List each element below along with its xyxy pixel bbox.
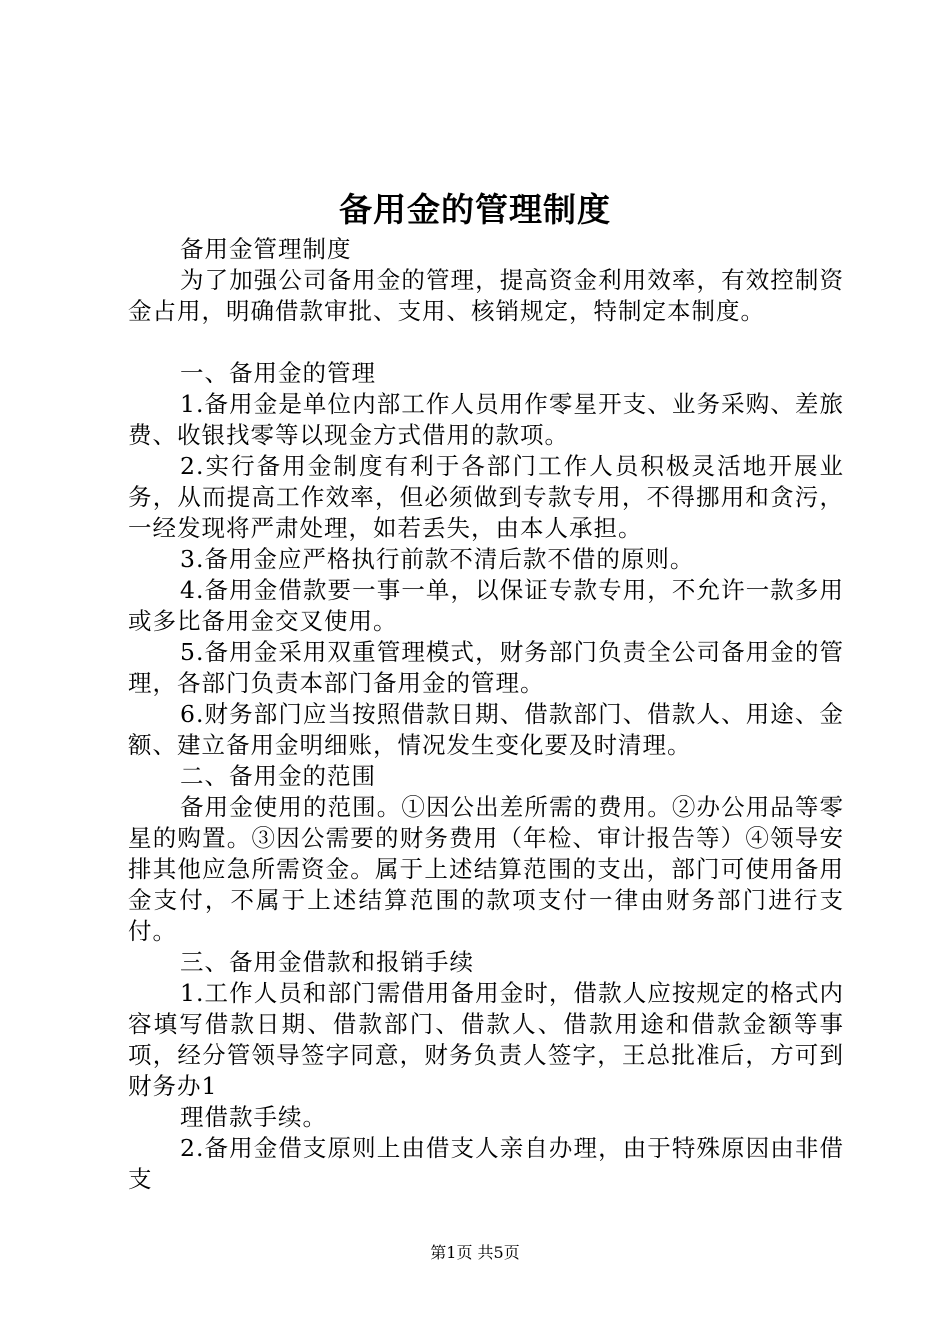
paragraph-spacer bbox=[128, 327, 844, 358]
paragraph-3-1-cont: 理借款手续。 bbox=[180, 1103, 327, 1131]
section-heading-3: 三、备用金借款和报销手续 bbox=[180, 948, 474, 976]
paragraph-intro: 为了加强公司备用金的管理，提高资金利用效率，有效控制资金占用，明确借款审批、支用、核销规定，特制定本制度。 bbox=[128, 266, 844, 325]
paragraph-1-1: 1.备用金是单位内部工作人员用作零星开支、业务采购、差旅费、收银找零等以现金方式借用的款项。 bbox=[128, 390, 844, 449]
paragraph-3-1: 1.工作人员和部门需借用备用金时，借款人应按规定的格式内容填写借款日期、借款部门、借款人、借款用途和借款金额等事项，经分管领导签字同意，财务负责人签字，王总批准后，方可到财务办1 bbox=[128, 979, 844, 1100]
paragraph-heading: 备用金管理制度 bbox=[180, 235, 352, 263]
paragraph-1-4: 4.备用金借款要一事一单，以保证专款专用，不允许一款多用或多比备用金交叉使用。 bbox=[128, 576, 844, 635]
page-footer: 第1页 共5页 bbox=[430, 1243, 520, 1262]
paragraph-1-2: 2.实行备用金制度有利于各部门工作人员积极灵活地开展业务，从而提高工作效率，但必须做到专款专用，不得挪用和贪污，一经发现将严肃处理，如若丢失，由本人承担。 bbox=[128, 452, 844, 542]
paragraph-1-5: 5.备用金采用双重管理模式，财务部门负责全公司备用金的管理，各部门负责本部门备用金的管理。 bbox=[128, 638, 844, 697]
paragraph-1-6: 6.财务部门应当按照借款日期、借款部门、借款人、用途、金额、建立备用金明细账，情况发生变化要及时清理。 bbox=[128, 700, 844, 759]
document-title: 备用金的管理制度 bbox=[339, 190, 611, 229]
paragraph-2-1: 备用金使用的范围。①因公出差所需的费用。②办公用品等零星的购置。③因公需要的财务费用（年检、审计报告等）④领导安排其他应急所需资金。属于上述结算范围的支出，部门可使用备用金支付，不属于上述结算范围的款项支付一律由财务部门进行支付。 bbox=[128, 793, 844, 945]
section-heading-2: 二、备用金的范围 bbox=[180, 762, 376, 790]
document-body bbox=[128, 234, 844, 1195]
section-heading-1: 一、备用金的管理 bbox=[180, 359, 376, 387]
paragraph-3-2: 2.备用金借支原则上由借支人亲自办理，由于特殊原因由非借支 bbox=[128, 1134, 844, 1193]
paragraph-1-3: 3.备用金应严格执行前款不清后款不借的原则。 bbox=[180, 545, 695, 573]
